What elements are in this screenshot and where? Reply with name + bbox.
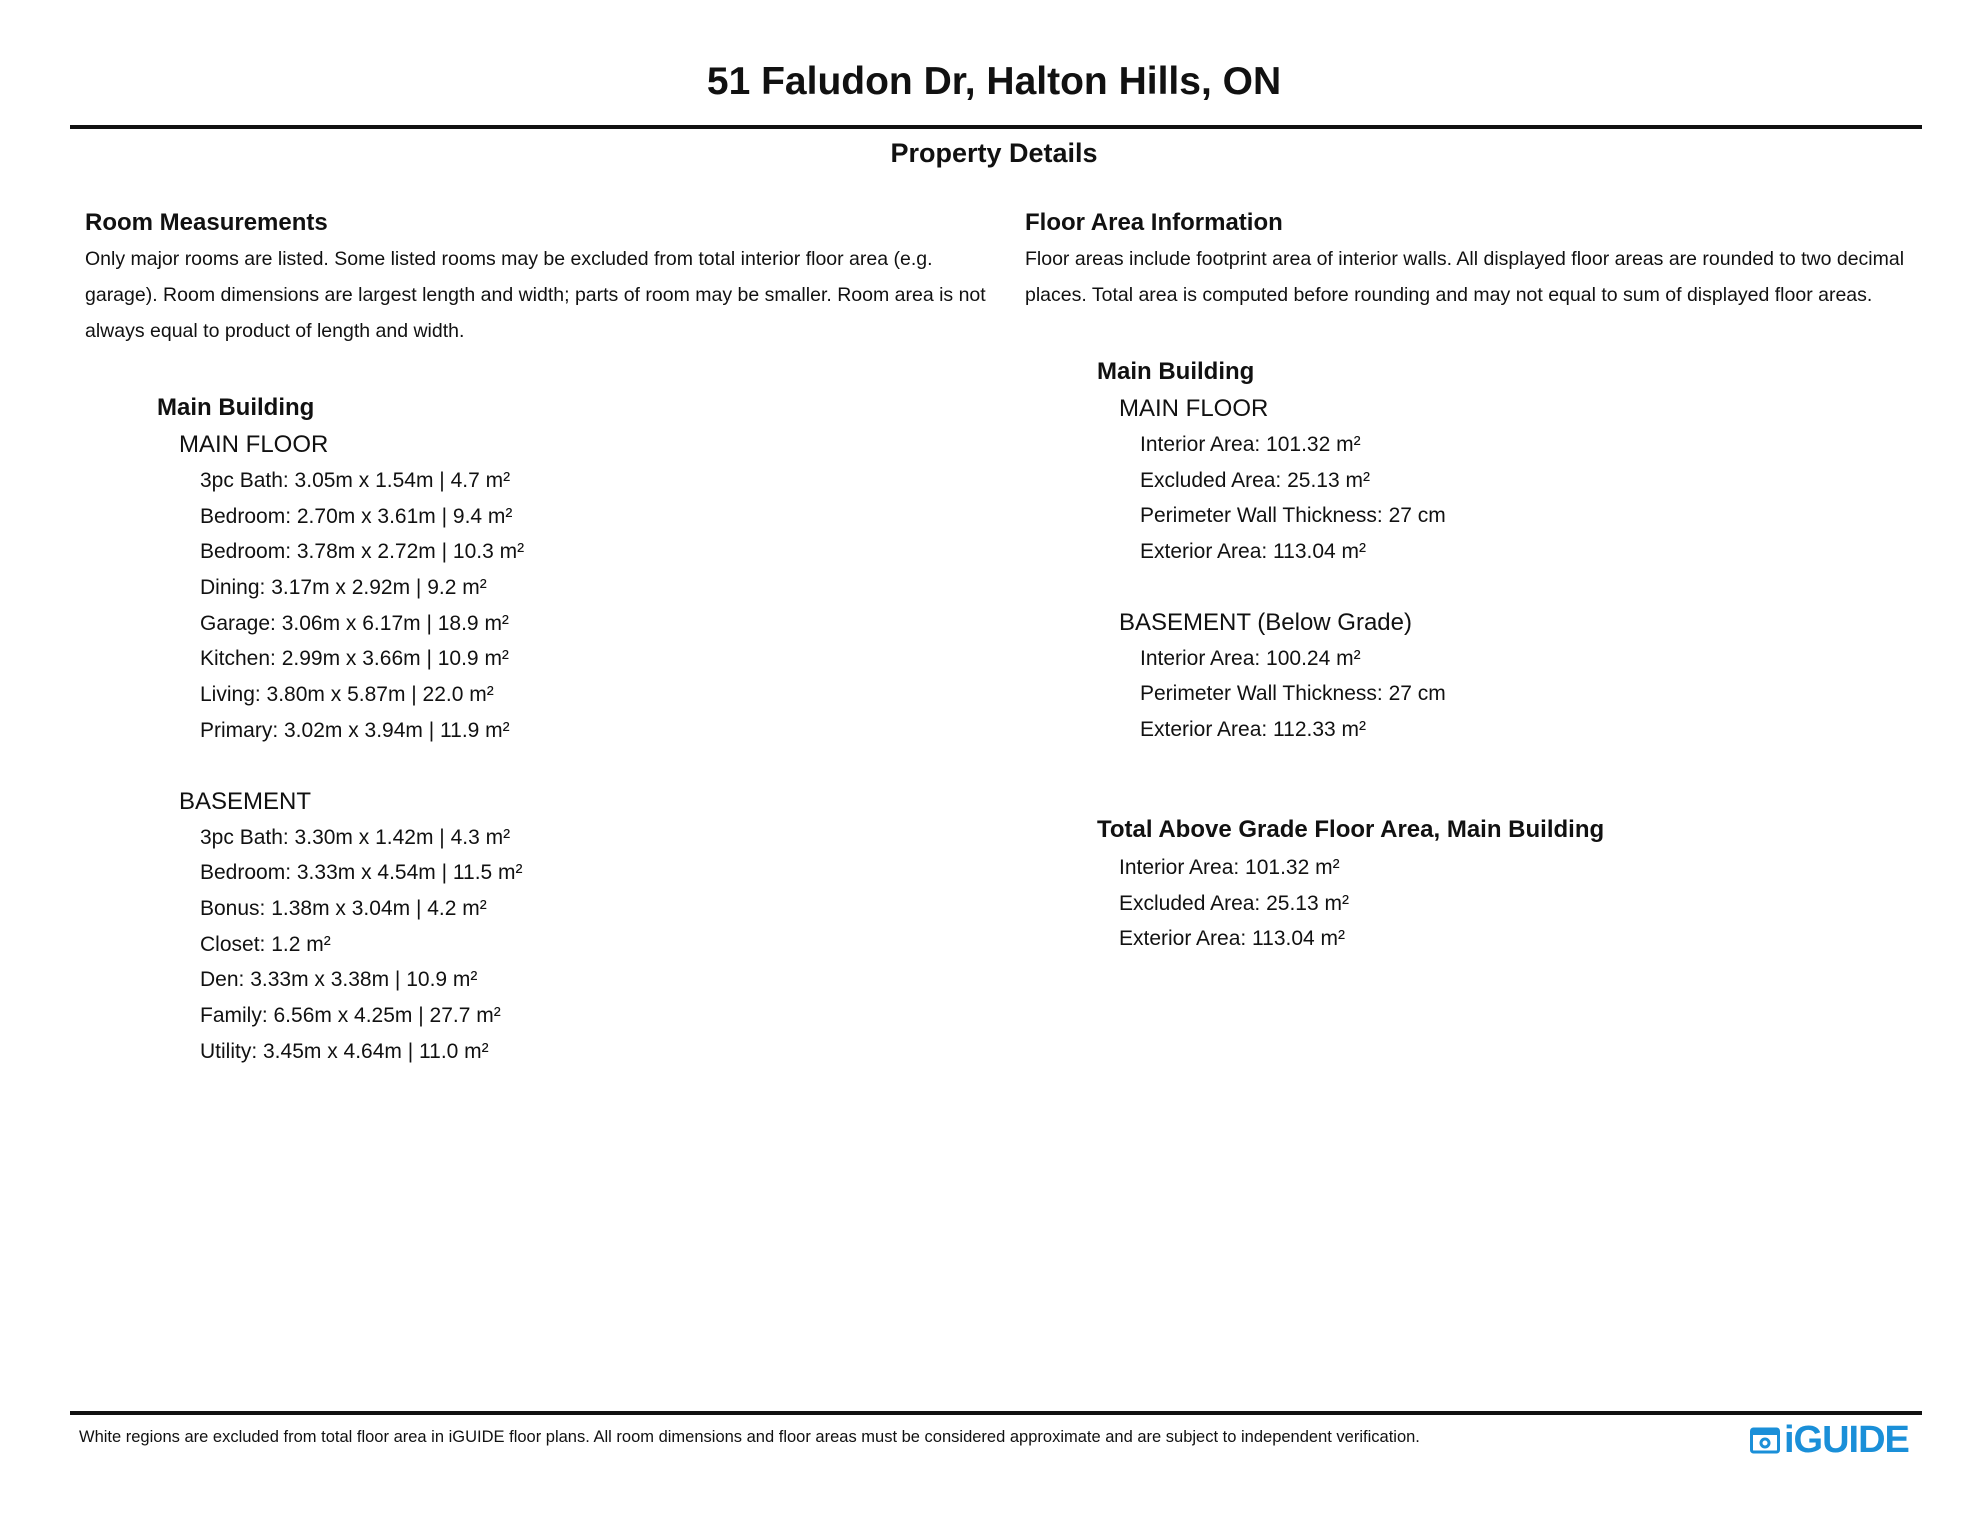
total-floor-area bbox=[1097, 815, 1925, 957]
floor-area-description: Floor areas include footprint area of interior walls. All displayed floor areas are rounded to two decimal places. Total area is computed before rounding and may not equal to sum of displayed floor areas. bbox=[1025, 248, 1905, 306]
total-area-row: Interior Area: 101.32 m² bbox=[1119, 855, 1340, 879]
building-title: Main Building bbox=[1097, 358, 1255, 385]
building-title: Main Building bbox=[157, 394, 315, 421]
area-row: Excluded Area: 25.13 m² bbox=[1140, 468, 1370, 492]
floor-area-main bbox=[1119, 391, 1925, 570]
room-row: Garage: 3.06m x 6.17m | 18.9 m² bbox=[200, 611, 509, 635]
room-row: Closet: 1.2 m² bbox=[200, 932, 331, 956]
area-row: Perimeter Wall Thickness: 27 cm bbox=[1140, 682, 1446, 706]
area-row: Exterior Area: 113.04 m² bbox=[1140, 540, 1367, 564]
room-row: Bonus: 1.38m x 3.04m | 4.2 m² bbox=[200, 896, 487, 920]
room-measurements-section bbox=[85, 208, 1005, 1069]
room-row: Primary: 3.02m x 3.94m | 11.9 m² bbox=[200, 718, 510, 742]
area-row: Interior Area: 100.24 m² bbox=[1140, 646, 1361, 670]
room-row: Kitchen: 2.99m x 3.66m | 10.9 m² bbox=[200, 647, 509, 671]
area-row: Interior Area: 101.32 m² bbox=[1140, 433, 1361, 456]
area-row: Exterior Area: 112.33 m² bbox=[1140, 718, 1367, 742]
page-title: 51 Faludon Dr, Halton Hills, ON bbox=[706, 60, 1282, 103]
floor-title: MAIN FLOOR bbox=[179, 431, 329, 458]
floor-area-heading: Floor Area Information bbox=[1025, 209, 1283, 236]
total-floor-area-title: Total Above Grade Floor Area, Main Building bbox=[1097, 815, 1605, 843]
floor-title: BASEMENT bbox=[179, 787, 312, 815]
floor-area-building bbox=[1097, 357, 1925, 957]
header-divider bbox=[70, 125, 1922, 129]
floor-title: MAIN FLOOR bbox=[1119, 395, 1269, 422]
footer-disclaimer: White regions are excluded from total floor area in iGUIDE floor plans. All room dimensions and floor areas must be considered approximate and are subject to independent verification. bbox=[79, 1428, 1420, 1446]
iguide-logo bbox=[1750, 1421, 1909, 1459]
room-row: Den: 3.33m x 3.38m | 10.9 m² bbox=[200, 968, 478, 992]
room-row: Living: 3.80m x 5.87m | 22.0 m² bbox=[200, 683, 494, 707]
floor-title: BASEMENT (Below Grade) bbox=[1119, 608, 1412, 636]
room-measurements-description: Only major rooms are listed. Some listed rooms may be excluded from total interior floor area (e.g. garage). Room dimensions are largest length and width; parts of room may be smaller. Room area is not always equal to product of length and width. bbox=[85, 248, 986, 342]
iguide-logo-icon bbox=[1750, 1426, 1780, 1454]
room-measurements-heading: Room Measurements bbox=[85, 209, 328, 236]
iguide-logo-text: iGUIDE bbox=[1784, 1419, 1909, 1461]
floor-main bbox=[179, 427, 1005, 749]
room-row: 3pc Bath: 3.05m x 1.54m | 4.7 m² bbox=[200, 469, 511, 492]
room-row: Bedroom: 3.78m x 2.72m | 10.3 m² bbox=[200, 540, 525, 564]
floor-basement bbox=[179, 784, 1005, 1070]
room-row: 3pc Bath: 3.30m x 1.42m | 4.3 m² bbox=[200, 825, 511, 849]
total-area-row: Excluded Area: 25.13 m² bbox=[1119, 891, 1349, 915]
area-row: Perimeter Wall Thickness: 27 cm bbox=[1140, 504, 1446, 528]
room-row: Utility: 3.45m x 4.64m | 11.0 m² bbox=[200, 1039, 489, 1063]
room-row: Bedroom: 3.33m x 4.54m | 11.5 m² bbox=[200, 861, 523, 885]
room-row: Dining: 3.17m x 2.92m | 9.2 m² bbox=[200, 576, 487, 600]
room-row: Family: 6.56m x 4.25m | 27.7 m² bbox=[200, 1003, 501, 1027]
page-subtitle: Property Details bbox=[890, 138, 1098, 168]
room-measurements-building bbox=[157, 393, 1005, 1069]
total-area-row: Exterior Area: 113.04 m² bbox=[1119, 927, 1346, 951]
floor-area-section bbox=[1025, 208, 1925, 957]
floor-area-basement bbox=[1119, 605, 1925, 748]
footer-divider bbox=[70, 1411, 1922, 1415]
room-row: Bedroom: 2.70m x 3.61m | 9.4 m² bbox=[200, 504, 513, 528]
